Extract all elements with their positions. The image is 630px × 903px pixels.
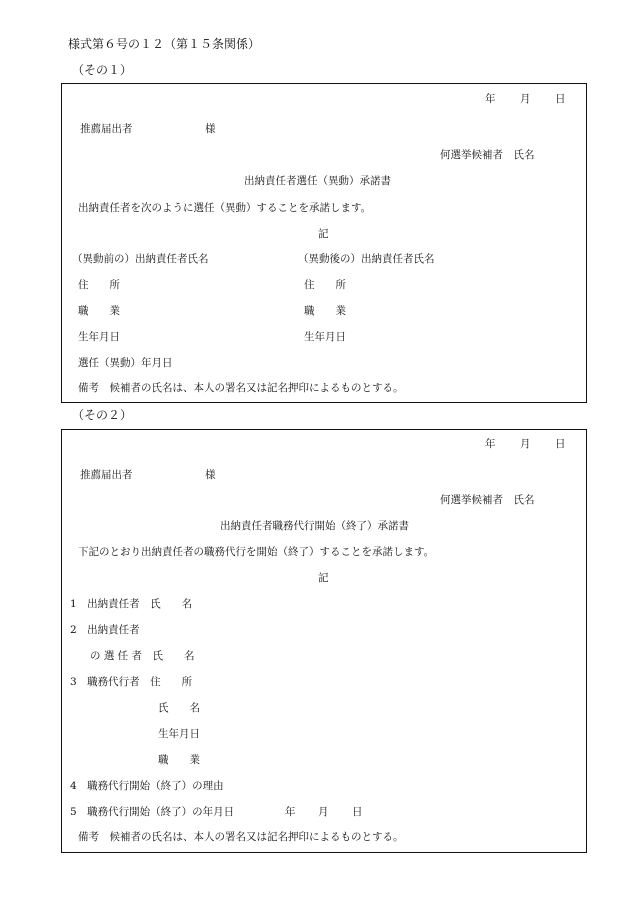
form2-statement: 下記のとおり出納責任者の職務代行を開始（終了）することを承諾します。 xyxy=(78,546,435,558)
form2-item1: 1 出納責任者 氏 名 xyxy=(70,598,193,610)
form1-date-month: 月 xyxy=(520,93,531,105)
form2-date-month: 月 xyxy=(520,438,531,450)
form2-item5-month: 月 xyxy=(318,806,329,818)
form1-doc-title: 出納責任者選任（異動）承諾書 xyxy=(244,175,391,187)
form2-honorific: 様 xyxy=(205,469,216,481)
form1-before-occupation: 職 業 xyxy=(78,305,120,317)
form1-recommender: 推薦届出者 xyxy=(80,123,133,135)
form2-date-day: 日 xyxy=(555,438,566,450)
form2-item3-name: 氏 名 xyxy=(158,702,200,714)
form1-date-day: 日 xyxy=(555,93,566,105)
form1-label: （その１） xyxy=(72,63,133,77)
form-title: 様式第６号の１２（第１５条関係） xyxy=(68,37,261,51)
form2-item5-year: 年 xyxy=(285,806,296,818)
form1-appointment-date: 選任（異動）年月日 xyxy=(78,357,173,369)
form1-honorific: 様 xyxy=(205,123,216,135)
form1-before-address: 住 所 xyxy=(78,279,120,291)
form2-doc-title: 出納責任者職務代行開始（終了）承諾書 xyxy=(220,520,409,532)
form2-candidate: 何選挙候補者 氏名 xyxy=(440,494,535,506)
form2-item3-birthdate: 生年月日 xyxy=(158,728,200,740)
form2-item2b: の 選 任 者 氏 名 xyxy=(90,650,195,662)
form1-after-birthdate: 生年月日 xyxy=(304,331,346,343)
form2-item3: 3 職務代行者 住 所 xyxy=(70,676,193,688)
form2-item5: 5 職務代行開始（終了）の年月日 xyxy=(70,806,235,818)
form2-recommender: 推薦届出者 xyxy=(80,469,133,481)
form2-date-year: 年 xyxy=(485,438,496,450)
form1-candidate: 何選挙候補者 氏名 xyxy=(440,149,535,161)
form1-statement: 出納責任者を次のように選任（異動）することを承諾します。 xyxy=(78,202,372,214)
form1-after-occupation: 職 業 xyxy=(304,305,346,317)
form1-after-label: （異動後の）出納責任者氏名 xyxy=(298,253,435,265)
form1-before-label: （異動前の）出納責任者氏名 xyxy=(72,253,209,265)
form1-before-birthdate: 生年月日 xyxy=(78,331,120,343)
form2-item3-occupation: 職 業 xyxy=(158,754,200,766)
form2-label: （その２） xyxy=(72,408,133,422)
form1-box xyxy=(61,83,587,403)
form1-ki: 記 xyxy=(318,228,329,240)
form2-item2a: 2 出納責任者 xyxy=(70,624,140,636)
form2-item5-day: 日 xyxy=(352,806,363,818)
form1-remarks: 備考 候補者の氏名は、本人の署名又は記名押印によるものとする。 xyxy=(78,382,404,394)
form2-ki: 記 xyxy=(318,572,329,584)
form1-after-address: 住 所 xyxy=(304,279,346,291)
form2-item4: 4 職務代行開始（終了）の理由 xyxy=(70,780,224,792)
form1-date-year: 年 xyxy=(485,93,496,105)
form2-remarks: 備考 候補者の氏名は、本人の署名又は記名押印によるものとする。 xyxy=(78,831,404,843)
